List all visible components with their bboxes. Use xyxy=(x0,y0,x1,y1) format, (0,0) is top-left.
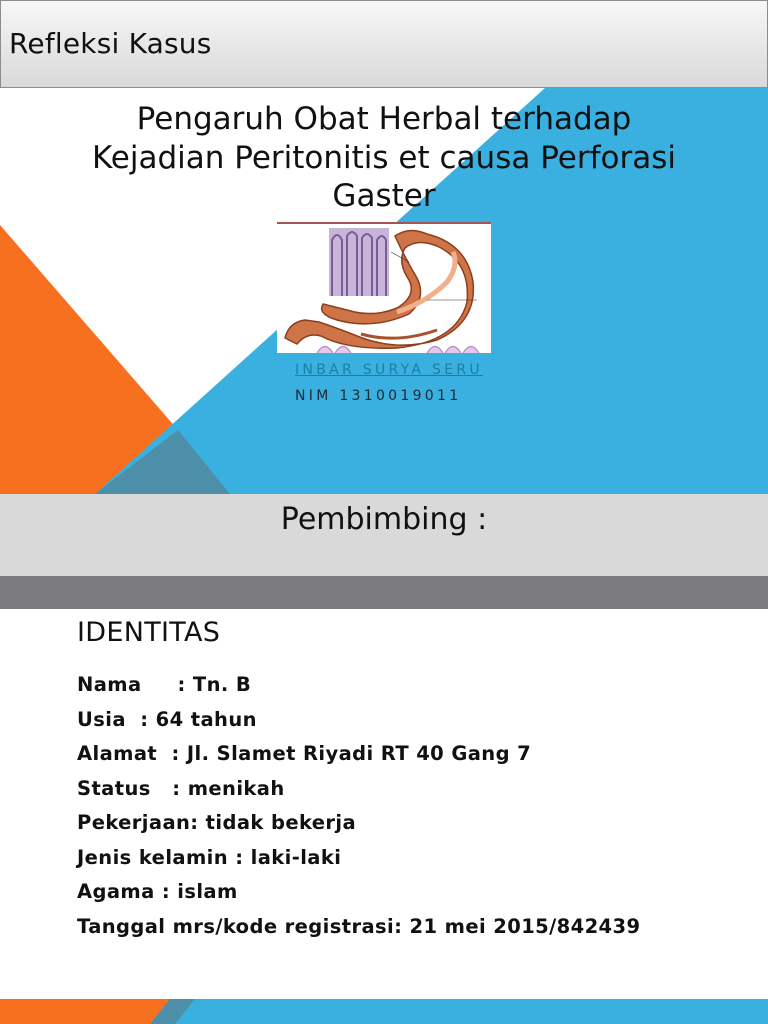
field-status: Status : menikah xyxy=(77,776,285,800)
title-line-1: Pengaruh Obat Herbal terhadap xyxy=(136,101,632,137)
header-bar xyxy=(0,0,768,88)
field-nama: Nama : Tn. B xyxy=(77,673,252,696)
header-title: Refleksi Kasus xyxy=(9,27,212,60)
identitas-title: IDENTITAS xyxy=(77,617,221,648)
next-slide-strip xyxy=(0,999,768,1024)
title-slide xyxy=(0,0,768,494)
identitas-slide xyxy=(0,609,768,1024)
field-jenis-kelamin: Jenis kelamin : laki-laki xyxy=(77,845,342,869)
field-usia: Usia : 64 tahun xyxy=(77,707,257,731)
stomach-illustration xyxy=(277,222,491,353)
pembimbing-slide xyxy=(0,494,768,576)
identity-list xyxy=(77,673,640,949)
title-line-3: Gaster xyxy=(332,178,436,214)
slide-separator-band xyxy=(0,576,768,609)
pembimbing-label: Pembimbing : xyxy=(280,502,488,537)
field-agama: Agama : islam xyxy=(77,880,238,903)
title-line-2: Kejadian Peritonitis et causa Perforasi xyxy=(92,139,676,176)
field-pekerjaan: Pekerjaan: tidak bekerja xyxy=(77,811,357,834)
author-name: INBAR SURYA SERU xyxy=(295,362,483,378)
student-id: NIM 1310019011 xyxy=(295,388,462,404)
field-alamat: Alamat : Jl. Slamet Riyadi RT 40 Gang 7 xyxy=(77,742,532,765)
presentation-title xyxy=(40,100,728,216)
field-tanggal-mrs: Tanggal mrs/kode registrasi: 21 mei 2015/842439 xyxy=(77,914,641,938)
